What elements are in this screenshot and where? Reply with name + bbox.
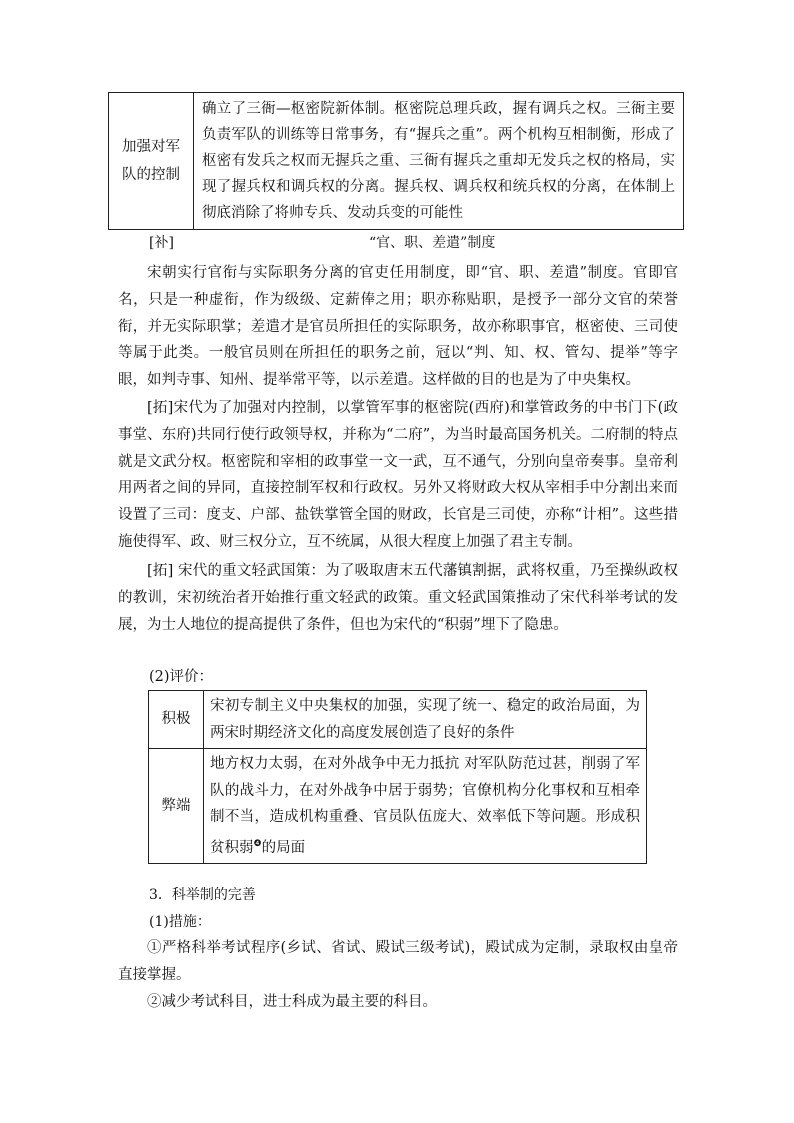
- footnote-marker: ❹: [253, 838, 262, 849]
- measure-item-1: ①严格科举考试程序(乡试、省试、殿试三级考试)，殿试成为定制，录取权由皇帝直接掌握。: [118, 940, 678, 983]
- row-content-text: 地方权力太弱，在对外战争中无力抵抗 对军队防范过甚，削弱了军队的战斗力，在对外战争中居于弱势；官僚机构分化事权和互相牵制不当，造成机构重叠、官员队伍庞大、效率低下等问题。形成积贫积弱: [210, 756, 640, 856]
- row-heading: 弊端: [149, 749, 204, 864]
- row-content: [204, 749, 647, 864]
- row-heading: 加强对军队的控制: [109, 93, 194, 230]
- row-content: 宋初专制主义中央集权的加强，实现了统一、稳定的政治局面，为两宋时期经济文化的高度发展创造了良好的条件: [204, 691, 647, 749]
- supplement-title: “官、职、差遣”制度: [369, 235, 496, 251]
- table-row: [109, 93, 684, 230]
- row-content: 确立了三衙—枢密院新体制。枢密院总理兵政，握有调兵之权。三衙主要负责军队的训练等日常事务，有“握兵之重”。两个机构互相制衡，形成了枢密有发兵之权而无握兵之重、三衙有握兵之重却无发兵之权的格局，实现了握兵权和调兵权的分离。握兵权、调兵权和统兵权的分离，在体制上彻底消除了将帅专兵、发动兵变的可能性: [194, 93, 684, 230]
- measure-item-2: ②减少考试科目，进士科成为最主要的科目。: [147, 994, 437, 1010]
- section-subtitle: (1)措施：: [149, 914, 211, 930]
- paragraph-civil-over-military: [拓] 宋代的重文轻武国策：为了吸取唐末五代藩镇割据，武将权重，乃至操纵政权的教训，宋初统治者开始推行重文轻武的政策。重文轻武国策推动了宋代科举考试的发展，为士人地位的提高提供了条件，但也为宋代的“积弱”埋下了隐患。: [118, 563, 678, 633]
- military-control-table: [108, 92, 684, 230]
- supplement-heading: [149, 232, 669, 254]
- row-heading: 积极: [149, 691, 204, 749]
- section-title: 3．科举制的完善: [149, 887, 256, 903]
- table-row: [149, 749, 647, 864]
- supplement-tag: [补]: [149, 235, 174, 251]
- paragraph-official-system: 宋朝实行官衔与实际职务分离的官吏任用制度，即“官、职、差遣”制度。官即官名，只是一种虚衔，作为级级、定薪俸之用；职亦称贴职，是授予一部分文官的荣誉衔，并无实际职掌；差遣才是官员所担任的实际职务，故亦称职事官，枢密使、三司使等属于此类。一般官员则在所担任的职务之前，冠以“判、知、权、管勾、提举”等字眼，如判寺事、知州、提举常平等，以示差遣。这样做的目的也是为了中央集权。: [118, 265, 678, 389]
- paragraph-two-offices: [拓]宋代为了加强对内控制，以掌管军事的枢密院(西府)和掌管政务的中书门下(政事堂、东府)共同行使行政领导权，并称为“二府”，为当时最高国务机关。二府制的特点就是文武分权。枢密院和宰相的政事堂一文一武，互不通气，分别向皇帝奏事。皇帝利用两者之间的异同，直接控制军权和行政权。另外又将财政大权从宰相手中分割出来而设置了三司：度支、户部、盐铁掌管全国的财政，长官是三司使，亦称“计相”。这些措施使得军、政、财三权分立，互不统属，从很大程度上加强了君主专制。: [118, 400, 678, 550]
- evaluation-table: [148, 690, 647, 864]
- table-row: [149, 691, 647, 749]
- row-content-tail: 的局面: [261, 839, 306, 856]
- evaluation-label: (2)评价：: [149, 669, 214, 685]
